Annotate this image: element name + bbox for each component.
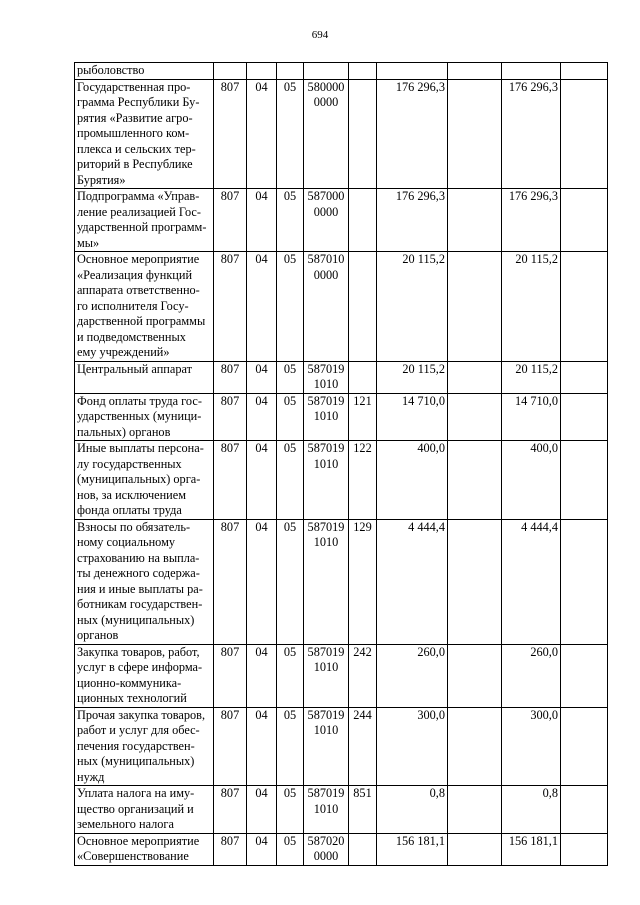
cell-sum-4	[561, 786, 608, 834]
cell-name	[75, 63, 214, 80]
cell-sum-3: 0,8	[502, 786, 561, 834]
cell-pr: 05	[277, 393, 304, 441]
name-line: нов, за исключением	[77, 487, 186, 502]
csr-line: 1010	[313, 723, 339, 737]
cell-sum-4	[561, 393, 608, 441]
name-line: промышленного ком-	[77, 126, 190, 140]
cell-vr: 851	[349, 786, 377, 834]
table-row	[75, 786, 608, 834]
name-line: Основное мероприятие	[77, 833, 200, 848]
cell-rz: 04	[247, 79, 277, 189]
csr-line: 0000	[313, 849, 339, 863]
name-line: фонда оплаты труда	[77, 503, 182, 517]
cell-sum-3: 400,0	[502, 441, 561, 520]
cell-gr: 807	[214, 189, 247, 252]
cell-rz: 04	[247, 644, 277, 707]
cell-csr	[304, 79, 349, 189]
page-number: 694	[311, 29, 329, 41]
cell-sum-2	[448, 361, 502, 393]
cell-sum-1	[377, 63, 448, 80]
name-line: щество организаций и	[77, 801, 194, 816]
csr-line: 1010	[313, 535, 339, 549]
csr-line: 587020	[307, 833, 345, 848]
cell-vr: 129	[349, 519, 377, 644]
table-row	[75, 252, 608, 362]
cell-gr: 807	[214, 644, 247, 707]
name-line: Закупка товаров, работ,	[77, 644, 200, 659]
cell-sum-2	[448, 393, 502, 441]
table-row	[75, 361, 608, 393]
cell-pr: 05	[277, 79, 304, 189]
name-line: ударственных (муници-	[77, 409, 202, 423]
csr-line: 587019	[307, 361, 345, 376]
cell-gr: 807	[214, 707, 247, 786]
cell-sum-3: 260,0	[502, 644, 561, 707]
table-row	[75, 519, 608, 644]
name-line: Основное мероприятие	[77, 252, 200, 266]
cell-sum-1: 156 181,1	[377, 833, 448, 865]
csr-line: 587019	[307, 393, 345, 408]
cell-rz: 04	[247, 393, 277, 441]
name-line: земельного налога	[77, 817, 174, 831]
cell-vr: 121	[349, 393, 377, 441]
cell-name	[75, 707, 214, 786]
cell-sum-3: 4 444,4	[502, 519, 561, 644]
name-line: Взносы по обязатель-	[77, 519, 191, 534]
cell-pr: 05	[277, 252, 304, 362]
cell-rz: 04	[247, 361, 277, 393]
table-row	[75, 441, 608, 520]
cell-sum-4	[561, 644, 608, 707]
cell-vr	[349, 79, 377, 189]
cell-name	[75, 252, 214, 362]
cell-csr	[304, 786, 349, 834]
name-line: и подведомственных	[77, 329, 186, 344]
csr-line: 587010	[307, 252, 345, 266]
cell-csr	[304, 441, 349, 520]
cell-rz: 04	[247, 189, 277, 252]
name-line: грамма Республики Бу-	[77, 95, 200, 109]
name-line: рятия «Развитие агро-	[77, 110, 193, 125]
name-line: лу государственных	[77, 456, 182, 471]
cell-sum-1: 4 444,4	[377, 519, 448, 644]
cell-rz: 04	[247, 441, 277, 520]
cell-vr	[349, 63, 377, 80]
name-line: работ и услуг для обес-	[77, 723, 200, 737]
cell-sum-2	[448, 189, 502, 252]
name-line: ему учреждений»	[77, 345, 170, 359]
name-line: Центральный аппарат	[77, 361, 192, 376]
cell-gr: 807	[214, 441, 247, 520]
cell-sum-2	[448, 252, 502, 362]
cell-vr: 122	[349, 441, 377, 520]
table-row	[75, 189, 608, 252]
cell-rz	[247, 63, 277, 80]
csr-line: 587019	[307, 441, 345, 455]
csr-line: 1010	[313, 377, 339, 391]
cell-sum-1: 176 296,3	[377, 189, 448, 252]
cell-sum-3: 176 296,3	[502, 79, 561, 189]
cell-sum-1: 300,0	[377, 707, 448, 786]
table-row	[75, 833, 608, 865]
cell-sum-1: 176 296,3	[377, 79, 448, 189]
name-line: Уплата налога на иму-	[77, 786, 195, 800]
cell-vr	[349, 833, 377, 865]
cell-sum-1: 0,8	[377, 786, 448, 834]
cell-gr: 807	[214, 393, 247, 441]
name-line: (муниципальных) орга-	[77, 472, 201, 486]
cell-pr: 05	[277, 441, 304, 520]
cell-pr: 05	[277, 189, 304, 252]
cell-pr: 05	[277, 361, 304, 393]
cell-sum-3: 20 115,2	[502, 252, 561, 362]
cell-vr	[349, 252, 377, 362]
cell-sum-4	[561, 63, 608, 80]
name-line: органов	[77, 628, 119, 642]
cell-sum-1: 20 115,2	[377, 361, 448, 393]
name-line: печения государствен-	[77, 738, 195, 753]
name-line: ботникам государствен-	[77, 597, 203, 611]
table-row	[75, 79, 608, 189]
cell-gr: 807	[214, 833, 247, 865]
cell-name	[75, 519, 214, 644]
cell-csr	[304, 393, 349, 441]
cell-name	[75, 441, 214, 520]
table-row	[75, 63, 608, 80]
cell-gr: 807	[214, 361, 247, 393]
name-line: страхованию на выпла-	[77, 550, 200, 565]
cell-csr	[304, 63, 349, 80]
cell-sum-2	[448, 79, 502, 189]
cell-sum-2	[448, 441, 502, 520]
cell-sum-2	[448, 833, 502, 865]
name-line: Иные выплаты персона-	[77, 441, 204, 455]
name-line: услуг в сфере информа-	[77, 660, 203, 674]
cell-sum-3: 20 115,2	[502, 361, 561, 393]
cell-vr	[349, 189, 377, 252]
cell-name	[75, 833, 214, 865]
cell-csr	[304, 519, 349, 644]
name-line: ния и иные выплаты ра-	[77, 581, 203, 596]
cell-name	[75, 644, 214, 707]
cell-gr	[214, 63, 247, 80]
cell-rz: 04	[247, 786, 277, 834]
name-line: Фонд оплаты труда гос-	[77, 393, 202, 408]
cell-sum-2	[448, 644, 502, 707]
cell-sum-4	[561, 707, 608, 786]
name-line: ных (муниципальных)	[77, 754, 195, 768]
csr-line: 0000	[313, 267, 339, 282]
name-line: ударственной программ-	[77, 220, 207, 234]
csr-line: 587019	[307, 644, 345, 659]
table-row	[75, 393, 608, 441]
cell-sum-4	[561, 519, 608, 644]
name-line: ционно-коммуника-	[77, 675, 182, 690]
cell-name	[75, 361, 214, 393]
name-line: Государственная про-	[77, 79, 191, 94]
csr-line: 587000	[307, 189, 345, 203]
cell-csr	[304, 644, 349, 707]
cell-pr: 05	[277, 786, 304, 834]
name-line: пальных) органов	[77, 424, 171, 439]
name-line: мы»	[77, 235, 100, 250]
cell-sum-3: 156 181,1	[502, 833, 561, 865]
cell-vr: 244	[349, 707, 377, 786]
cell-gr: 807	[214, 519, 247, 644]
csr-line: 587019	[307, 707, 345, 722]
name-line: «Реализация функций	[77, 267, 193, 282]
cell-sum-4	[561, 361, 608, 393]
name-line: ление реализацией Гос-	[77, 204, 201, 219]
budget-table	[74, 62, 608, 866]
cell-csr	[304, 252, 349, 362]
name-line: Прочая закупка товаров,	[77, 707, 206, 722]
cell-name	[75, 786, 214, 834]
cell-rz: 04	[247, 707, 277, 786]
cell-gr: 807	[214, 79, 247, 189]
cell-vr	[349, 361, 377, 393]
cell-sum-1: 260,0	[377, 644, 448, 707]
cell-sum-4	[561, 441, 608, 520]
csr-line: 0000	[313, 95, 339, 109]
csr-line: 1010	[313, 660, 339, 674]
table-row	[75, 707, 608, 786]
name-line: Подпрограмма «Управ-	[77, 189, 200, 203]
name-line: рыболовство	[77, 63, 145, 77]
cell-sum-4	[561, 189, 608, 252]
cell-rz: 04	[247, 833, 277, 865]
cell-vr: 242	[349, 644, 377, 707]
cell-sum-2	[448, 63, 502, 80]
name-line: риторий в Республике	[77, 157, 193, 171]
cell-sum-2	[448, 707, 502, 786]
cell-sum-3: 300,0	[502, 707, 561, 786]
cell-sum-1: 400,0	[377, 441, 448, 520]
name-line: го исполнителя Госу-	[77, 298, 189, 313]
cell-sum-1: 14 710,0	[377, 393, 448, 441]
cell-rz: 04	[247, 519, 277, 644]
cell-pr: 05	[277, 644, 304, 707]
cell-name	[75, 79, 214, 189]
cell-pr	[277, 63, 304, 80]
cell-sum-4	[561, 79, 608, 189]
cell-gr: 807	[214, 786, 247, 834]
cell-sum-2	[448, 786, 502, 834]
csr-line: 587019	[307, 786, 345, 800]
csr-line: 1010	[313, 409, 339, 423]
name-line: аппарата ответственно-	[77, 283, 200, 297]
csr-line: 587019	[307, 519, 345, 534]
name-line: ных (муниципальных)	[77, 612, 195, 627]
cell-sum-2	[448, 519, 502, 644]
name-line: Бурятия»	[77, 172, 126, 187]
name-line: ционных технологий	[77, 691, 187, 705]
cell-rz: 04	[247, 252, 277, 362]
cell-sum-1: 20 115,2	[377, 252, 448, 362]
name-line: дарственной программы	[77, 314, 206, 328]
cell-sum-4	[561, 833, 608, 865]
cell-csr	[304, 361, 349, 393]
table-row	[75, 644, 608, 707]
cell-sum-4	[561, 252, 608, 362]
csr-line: 0000	[313, 204, 339, 219]
name-line: плекса и сельских тер-	[77, 141, 196, 156]
cell-pr: 05	[277, 833, 304, 865]
name-line: нужд	[77, 769, 105, 784]
name-line: «Совершенствование	[77, 849, 189, 863]
csr-line: 1010	[313, 801, 339, 816]
cell-sum-3: 176 296,3	[502, 189, 561, 252]
name-line: ты денежного содержа-	[77, 566, 200, 580]
csr-line: 580000	[307, 79, 345, 94]
cell-gr: 807	[214, 252, 247, 362]
name-line: ному социальному	[77, 535, 176, 549]
cell-name	[75, 393, 214, 441]
cell-csr	[304, 189, 349, 252]
cell-csr	[304, 707, 349, 786]
cell-name	[75, 189, 214, 252]
cell-pr: 05	[277, 707, 304, 786]
cell-pr: 05	[277, 519, 304, 644]
cell-sum-3	[502, 63, 561, 80]
cell-csr	[304, 833, 349, 865]
cell-sum-3: 14 710,0	[502, 393, 561, 441]
csr-line: 1010	[313, 456, 339, 471]
